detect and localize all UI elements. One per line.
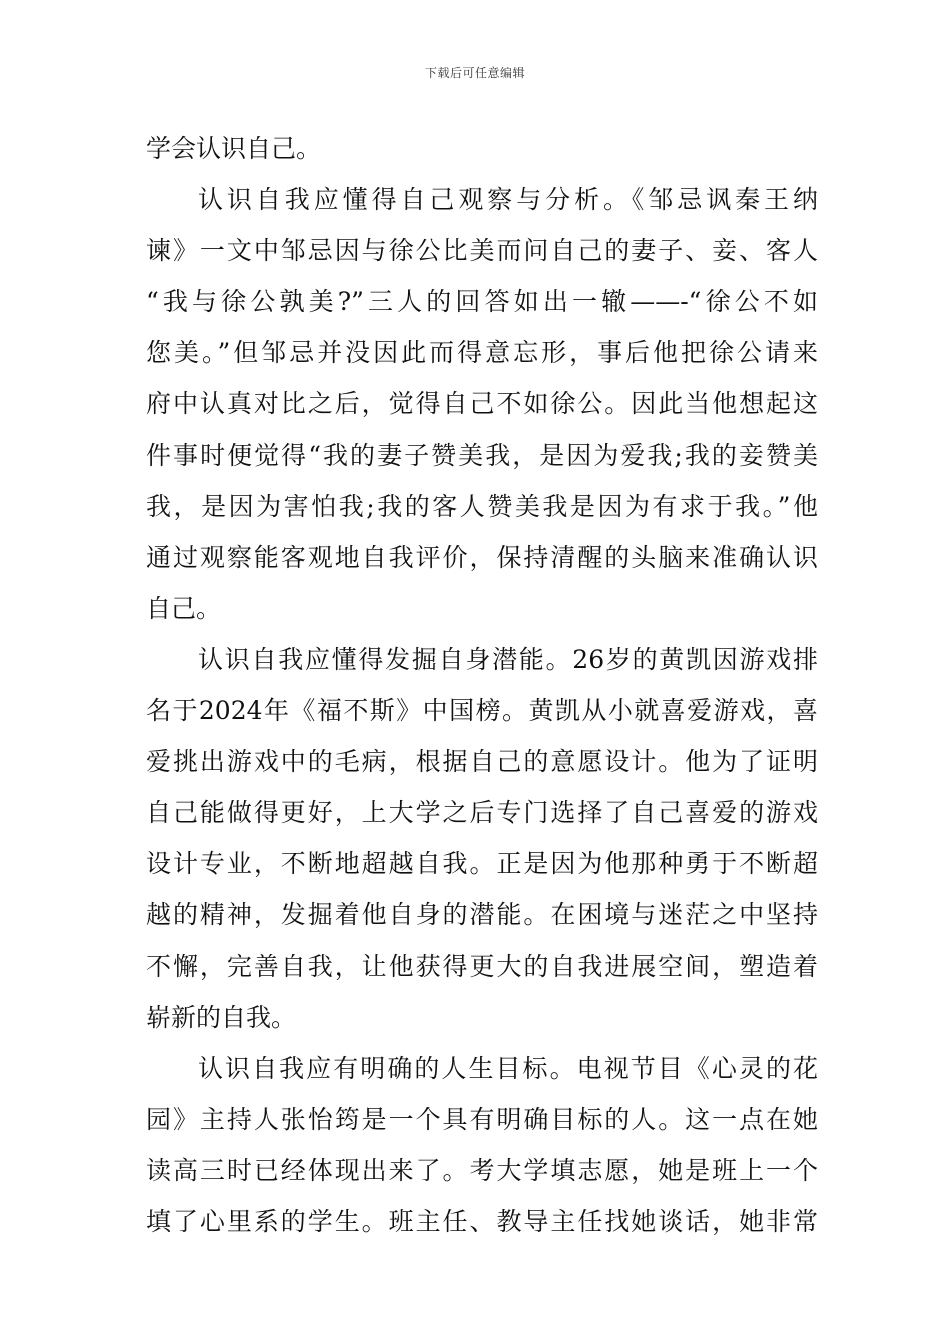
text-line: 越的精神，发掘着他自身的潜能。在困境与迷茫之中坚持	[146, 900, 818, 930]
text-line: 府中认真对比之后，觉得自己不如徐公。因此当他想起这	[146, 389, 818, 419]
text-line: 认识自我应有明确的人生目标。电视节目《心灵的花	[198, 1053, 818, 1083]
text-line: 谏》一文中邹忌因与徐公比美而问自己的妻子、妾、客人	[146, 236, 818, 266]
text-line: 崭新的自我。	[146, 1002, 297, 1032]
paragraph	[146, 634, 818, 1043]
text-line: 名于2024年《福不斯》中国榜。黄凯从小就喜爱游戏，喜	[146, 696, 818, 726]
text-line: 认识自我应懂得自己观察与分析。《邹忌讽秦王纳	[198, 185, 818, 215]
text-line: 设计专业，不断地超越自我。正是因为他那种勇于不断超	[146, 849, 818, 879]
text-line: 学会认识自己。	[146, 134, 322, 163]
text-line: 通过观察能客观地自我评价，保持清醒的头脑来准确认识	[146, 542, 818, 572]
text-line: 园》主持人张怡筠是一个具有明确目标的人。这一点在她	[146, 1104, 818, 1134]
text-line: 认识自我应懂得发掘自身潜能。26岁的黄凯因游戏排	[198, 644, 818, 674]
text-line: 您美。”但邹忌并没因此而得意忘形，事后他把徐公请来	[146, 338, 818, 368]
text-line: 自己。	[146, 593, 222, 623]
text-line: “我与徐公孰美?”三人的回答如出一辙——-“徐公不如	[146, 287, 818, 317]
text-line: 填了心里系的学生。班主任、教导主任找她谈话，她非常	[146, 1206, 818, 1236]
text-line: 件事时便觉得“我的妻子赞美我，是因为爱我;我的妾赞美	[146, 440, 818, 470]
paragraph	[146, 174, 818, 634]
paragraph	[146, 123, 818, 174]
text-line: 不懈，完善自我，让他获得更大的自我进展空间，塑造着	[146, 951, 818, 981]
text-line: 读高三时已经体现出来了。考大学填志愿，她是班上一个	[146, 1155, 818, 1185]
text-line: 爱挑出游戏中的毛病，根据自己的意愿设计。他为了证明	[146, 747, 818, 777]
text-line: 我，是因为害怕我;我的客人赞美我是因为有求于我。”他	[146, 491, 818, 521]
page-header: 下载后可任意编辑	[424, 66, 525, 80]
document-body	[146, 123, 818, 1247]
text-line: 自己能做得更好，上大学之后专门选择了自己喜爱的游戏	[146, 798, 818, 828]
paragraph	[146, 1043, 818, 1247]
